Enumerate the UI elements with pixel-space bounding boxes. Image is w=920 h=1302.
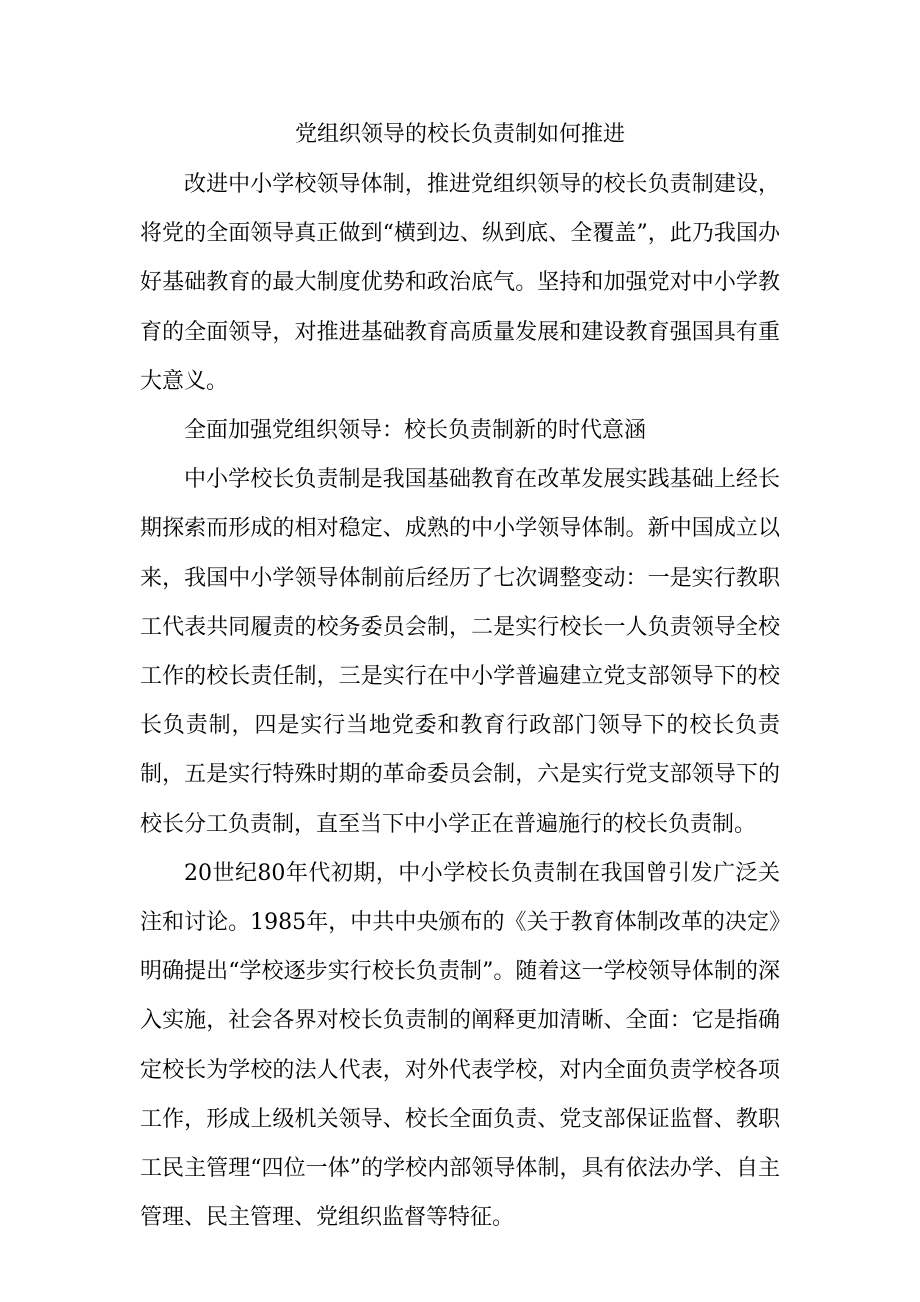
- document-title: 党组织领导的校长负责制如何推进: [294, 122, 625, 147]
- paragraph-history: 中小学校长负责制是我国基础教育在改革发展实践基础上经长期探索而形成的相对稳定、成熟的中小学领导体制。新中国成立以来，我国中小学领导体制前后经历了七次调整变动：一是实行教职工代表共同履责的校务委员会制，二是实行校长一人负责领导全校工作的校长责任制，三是实行在中小学普遍建立党支部领导下的校长负责制，四是实行当地党委和教育行政部门领导下的校长负责制，五是实行特殊时期的革命委员会制，六是实行党支部领导下的校长分工负责制，直至当下中小学正在普遍施行的校长负责制。: [140, 467, 780, 837]
- section-heading: 全面加强党组织领导：校长负责制新的时代意涵: [184, 418, 647, 444]
- paragraph-intro: 改进中小学校领导体制，推进党组织领导的校长负责制建设，将党的全面领导真正做到“横到边、纵到底、全覆盖”，此乃我国办好基础教育的最大制度优势和政治底气。坚持和加强党对中小学教育的全面领导，对推进基础教育高质量发展和建设教育强国具有重大意义。: [140, 172, 780, 394]
- paragraph-1985: 20世纪80年代初期，中小学校长负责制在我国曾引发广泛关注和讨论。1985年，中共中央颁布的《关于教育体制改革的决定》明确提出“学校逐步实行校长负责制”。随着这一学校领导体制的深入实施，社会各界对校长负责制的阐释更加清晰、全面：它是指确定校长为学校的法人代表，对外代表学校，对内全面负责学校各项工作，形成上级机关领导、校长全面负责、党支部保证监督、教职工民主管理“四位一体”的学校内部领导体制，具有依法办学、自主管理、民主管理、党组织监督等特征。: [140, 860, 780, 1231]
- document-body: [140, 160, 780, 1242]
